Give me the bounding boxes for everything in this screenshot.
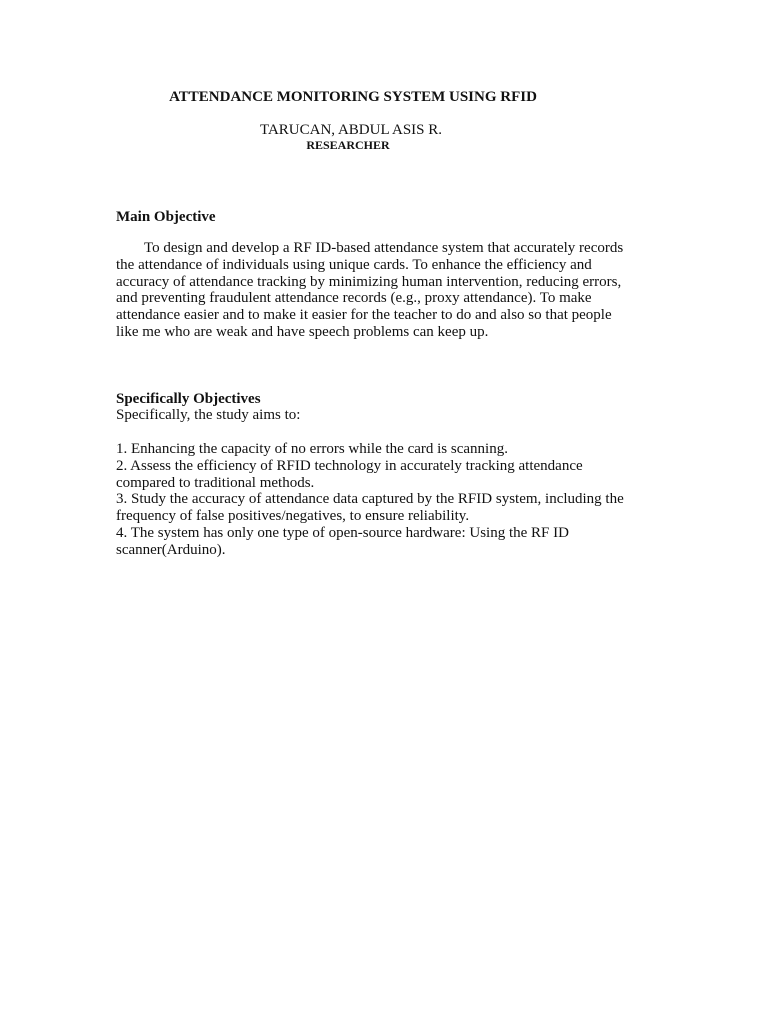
specific-objectives-heading: Specifically Objectives <box>116 391 261 407</box>
list-item-line: frequency of false positives/negatives, to ensure reliability. <box>116 508 470 525</box>
paragraph-line: the attendance of individuals using unique cards. To enhance the efficiency and <box>116 256 592 273</box>
paragraph-line: attendance easier and to make it easier for the teacher to do and also so that people <box>116 307 612 324</box>
list-item <box>116 525 656 559</box>
list-item-line: 1. Enhancing the capacity of no errors while the card is scanning. <box>116 441 508 457</box>
main-objective-heading: Main Objective <box>116 209 216 225</box>
list-item <box>116 458 656 492</box>
author-name: TARUCAN, ABDUL ASIS R. <box>259 122 443 138</box>
main-objective-paragraph <box>116 240 646 341</box>
paragraph-line: accuracy of attendance tracking by minimizing human intervention, reducing errors, <box>116 273 622 290</box>
paragraph-line: To design and develop a RF ID-based attendance system that accurately records <box>144 240 624 256</box>
list-item-line: 2. Assess the efficiency of RFID technology in accurately tracking attendance <box>116 457 583 474</box>
paragraph-line: and preventing fraudulent attendance records (e.g., proxy attendance). To make <box>116 290 592 307</box>
list-item-line: 3. Study the accuracy of attendance data captured by the RFID system, including the <box>116 491 624 508</box>
list-item <box>116 491 656 525</box>
list-item-line: scanner(Arduino). <box>116 541 226 558</box>
list-item <box>116 441 656 458</box>
objectives-list <box>116 441 656 559</box>
list-item-line: compared to traditional methods. <box>116 474 315 491</box>
author-role: RESEARCHER <box>306 138 390 152</box>
specific-objectives-intro: Specifically, the study aims to: <box>116 407 301 423</box>
list-item-line: 4. The system has only one type of open-source hardware: Using the RF ID <box>116 524 569 541</box>
paragraph-line: like me who are weak and have speech problems can keep up. <box>116 323 489 340</box>
document-title: ATTENDANCE MONITORING SYSTEM USING RFID <box>169 89 537 105</box>
